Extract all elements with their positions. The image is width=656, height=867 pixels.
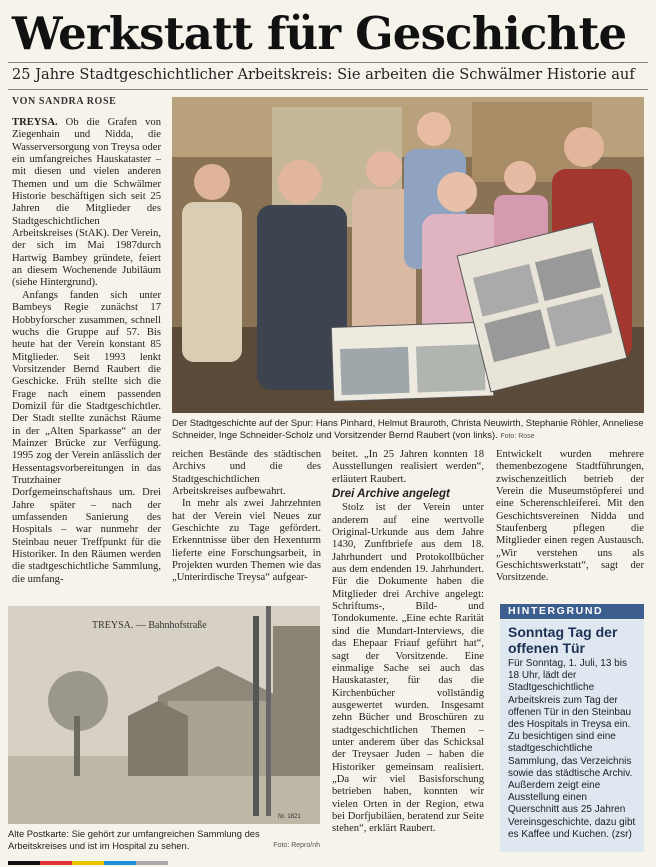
sidebar-box: [500, 620, 644, 852]
caption-text: Alte Postkarte: Sie gehört zur umfangreichen Sammlung des Arbeitskreises und ist im Hospital zu sehen.: [8, 828, 260, 851]
photo-credit: Foto: Repro/nh: [273, 842, 320, 849]
article-column-3: [332, 449, 484, 836]
dateline: TREYSA.: [12, 117, 58, 128]
postcard-number: Nr. 1821: [278, 814, 301, 820]
print-color-bar: [8, 861, 168, 865]
subheadline-rule: [8, 89, 648, 90]
postcard-title: TREYSA. — Bahnhofstraße: [92, 620, 207, 631]
article-column-2: [172, 449, 321, 585]
article-column-4: [496, 449, 644, 585]
article-column-1: [12, 117, 161, 586]
sidebar-label: HINTERGRUND: [500, 604, 644, 619]
old-postcard-photo: [8, 606, 320, 824]
photo-credit: Foto: Rose: [500, 433, 535, 440]
paragraph: Ob die Grafen von Ziegenhain und Nidda, die Wasserversorgung von Treysa oder ein umfangreiches Hauskataster – mit diesen und vielen anderen Themen und um die Schwälmer Historie beschäftigen sich seit 25 Jahren die Mitglieder des Stadtgeschichtlichen Arbeitskreises (StAK). Der Verein, der sich im Mai 1987durch Hartwig Bambey gründete, feiert an diesem Wochenende Jubiläum (siehe Hintergrund).: [12, 117, 161, 289]
paragraph: Anfangs fanden sich unter Bambeys Regie zunächst 17 Hobbyforscher zusammen, schnell wuchs die Gruppe auf 57. Bis heute hat der Verein konstant 85 Mitglieder. Seit 1993 lenkt Vorsitzender Bernd Raubert die Geschicke. Früh stellte sich die Frage nach einem passenden Domizil für die Stadtgeschichtler. Der Stadt stellte zunächst Räume in der „Alten Sparkasse“ an der Mainzer Brücke zur Verfügung. 1995 zog der Verein anlässlich der Hessentagsvorbereitungen in das Trutzhainer Dorfgemeinschaftshaus um. Drei Jahre später – nach der umfassenden Sanierung des Hospitals – war nunmehr der Steinbau neuer Treffpunkt für die Historiker. In den Räumen werden die stadtgeschichtliche Sammlung, die umfang-: [12, 289, 161, 585]
section-heading: Drei Archive angelegt: [332, 488, 450, 501]
main-photo-group-portrait: [172, 97, 644, 413]
map-poster: [331, 322, 493, 402]
paragraph: Entwickelt wurden mehrere themenbezogene Stadtführungen, zwischenzeitlich betrieb der Verein die Museumstöpferei und eine Scherenschleiferei. Mit den Geschichtsvereinen Nidda und Staufenberg pflegen die Mitglieder einen regen Austausch. „Wir verstehen uns als Geschichtswerkstatt“, sagt der Vorsitzende.: [496, 449, 644, 584]
paragraph: beitet. „In 25 Jahren konnten 18 Ausstellungen realisiert werden“, erläutert Raubert.: [332, 449, 484, 485]
headline-rule: [8, 62, 648, 63]
sidebar-text: Für Sonntag, 1. Juli, 13 bis 18 Uhr, lädt der Stadtgeschichtliche Arbeitskreis zum Tag der offenen Tür in den Steinbau des Hospitals in Treysa ein. Zu besichtigen sind eine stadtgeschichtliche Sammlung, das Verzeichnis sowie das städtische Archiv. Außerdem zeigt eine Ausstellung einen Querschnitt aus 25 Jahren Vereinsgeschichte, dazu gibt es Kaffee und Kuchen. (zsr): [508, 658, 636, 840]
paragraph: In mehr als zwei Jahrzehnten hat der Verein viel Neues zur Geschichte zu Tage gefördert. Erkenntnisse über den Hexenturm lieferte eine Forschungsarbeit, in Projekten wurden Themen wie das „Unterirdische Treysa“ aufgear-: [172, 498, 321, 584]
paragraph: Stolz ist der Verein unter anderem auf eine wertvolle Original-Urkunde aus dem Jahre 1430, Zunftbriefe aus dem 18. Jahrhundert und Protokollbücher aus dem endenden 19. Jahrhundert. Für die Dokumente haben die Mitglieder drei Archive angelegt: Schriftums-, Bild- und Tondokumente. „Eine echte Rarität sind die Mundart-Interviews, die das Ehepaar Friauf geführt hat“, sagt der Vorsitzende. Eine einmalige Sache sei auch das Hauskataster, für das die Kirchenbücher vollständig ausgewertet wurden. Insgesamt zehn Bücher und Broschüren zu stadtgeschichtlichen Themen – unter anderem über das Schicksal der Treysaer Juden – haben die Historiker gemeinsam realisiert. „Da wir viel Basisforschung betrieben haben, konnten wir vielen Orten in der Region, etwa bei Dorfjubiläen, beratend zur Seite stehen“, erklärt Raubert.: [332, 502, 484, 835]
main-photo-caption: [172, 417, 644, 443]
postcard-illustration: [8, 606, 320, 824]
subheadline: 25 Jahre Stadtgeschichtlicher Arbeitskreis: Sie arbeiten die Schwälmer Historie auf: [12, 66, 635, 83]
sidebar-title: Sonntag Tag der offenen Tür: [508, 624, 618, 656]
headline: Werkstatt für Geschichte: [12, 7, 627, 60]
byline: VON SANDRA ROSE: [12, 96, 117, 107]
caption-text: Der Stadtgeschichte auf der Spur: Hans Pinhard, Helmut Brauroth, Christa Neuwirth, Stephanie Röhler, Anneliese Schneider, Inge Schneider-Scholz und Vorsitzender Bernd Raubert (von links).: [172, 417, 644, 440]
group-photo-illustration: [172, 97, 644, 413]
postcard-caption: [8, 828, 320, 852]
paragraph: reichen Bestände des städtischen Archivs und die des Stadtgeschichtlichen Arbeitskreises aufbewahrt.: [172, 449, 321, 498]
